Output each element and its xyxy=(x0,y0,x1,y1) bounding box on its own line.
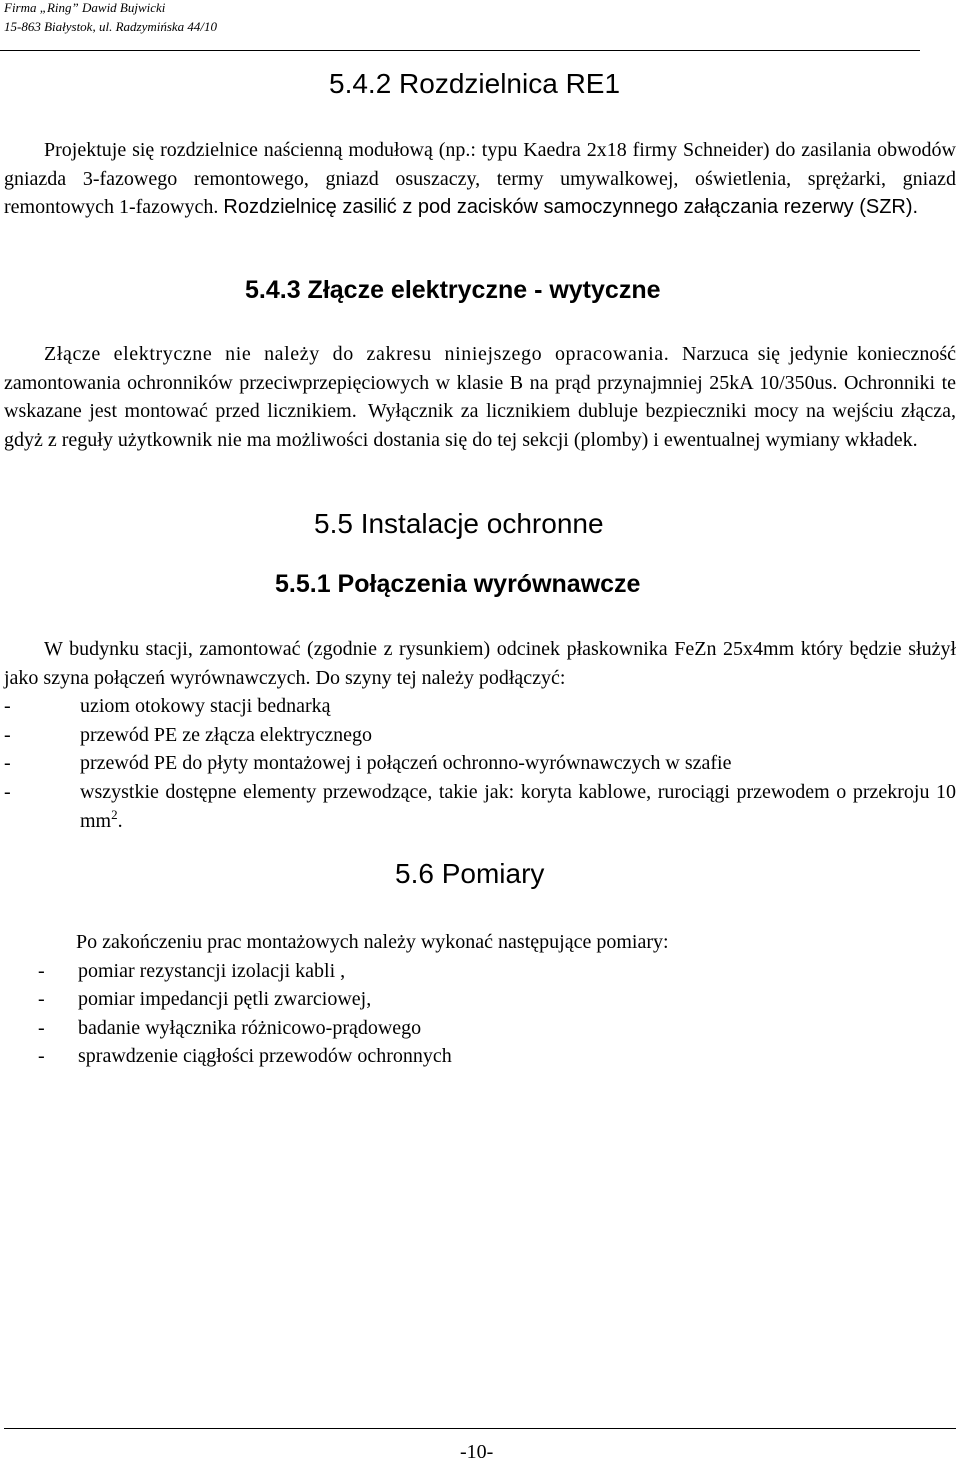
footer-rule xyxy=(4,1428,956,1429)
text-5-4-3-c: Wyłącznik za licznikiem dubluje bezpieczniki mocy na wejściu złącza, gdyż z reguły użytkownik nie ma możliwości dostania się do tej sekcji (plomby) i ewentualnej wymiany wkładek. xyxy=(4,400,956,451)
list-item-text: pomiar impedancji pętli zwarciowej, xyxy=(78,988,372,1011)
text-5-4-3-b: Narzuca się jedynie konieczność zamontowania ochronników przeciwprzepięciowych w klasie B na prąd przynajmniej 25kA 10/350us. Ochronniki te wskazane jest montować przed licznikiem. xyxy=(4,343,956,423)
list-item-text: pomiar rezystancji izolacji kabli , xyxy=(78,959,346,982)
heading-5-5: 5.5 Instalacje ochronne xyxy=(314,508,604,539)
list-dash: - xyxy=(4,695,11,718)
header-company: Firma „Ring” Dawid Bujwicki xyxy=(4,0,166,15)
list-item xyxy=(38,1042,956,1071)
list-item xyxy=(4,721,956,750)
measurements-list xyxy=(38,957,956,1071)
connections-list xyxy=(4,692,956,835)
header-address: 15-863 Białystok, ul. Radzymińska 44/10 xyxy=(4,19,218,34)
paragraph-5-4-2 xyxy=(4,136,956,222)
list-item-end: . xyxy=(117,809,123,832)
list-dash: - xyxy=(38,1016,45,1039)
superscript-2: 2 xyxy=(111,806,118,822)
list-dash: - xyxy=(4,780,11,803)
list-item xyxy=(38,1014,956,1043)
list-item xyxy=(38,957,956,986)
heading-5-6: 5.6 Pomiary xyxy=(395,858,545,889)
heading-5-4-2: 5.4.2 Rozdzielnica RE1 xyxy=(329,68,621,99)
list-dash: - xyxy=(38,988,45,1011)
list-dash: - xyxy=(4,752,11,775)
heading-5-5-1: 5.5.1 Połączenia wyrównawcze xyxy=(275,570,641,598)
text-5-4-2-b: Rozdzielnicę zasilić z pod zacisków samoczynnego załączania rezerwy (SZR). xyxy=(223,196,919,219)
text-5-6-intro: Po zakończeniu prac montażowych należy wykonać następujące pomiary: xyxy=(76,931,669,953)
header-rule xyxy=(0,50,920,51)
list-item-text: uziom otokowy stacji bednarką xyxy=(80,695,331,718)
list-item xyxy=(4,749,956,778)
text-5-4-2-a: Projektuje się rozdzielnice naścienną modułową (np.: typu Kaedra 2x18 firmy Schneider) do zasilania obwodów gniazda 3-fazowego remontowego, gniazd osuszaczy, termy umywalkowej, oświetlenia, sprężarki, gniazd remontowych 1-fazowych. xyxy=(4,139,956,219)
list-item xyxy=(4,778,956,835)
list-item-text: sprawdzenie ciągłości przewodów ochronnych xyxy=(78,1045,452,1068)
paragraph-5-6 xyxy=(4,928,956,1071)
list-item-text: przewód PE ze złącza elektrycznego xyxy=(80,723,373,746)
list-item xyxy=(4,692,956,721)
paragraph-5-4-3 xyxy=(4,340,956,454)
paragraph-5-5-1 xyxy=(4,635,956,835)
list-item-text: przewód PE do płyty montażowej i połączeń ochronno-wyrównawczych w szafie xyxy=(80,752,732,775)
list-dash: - xyxy=(38,1045,45,1068)
list-item-text: wszystkie dostępne elementy przewodzące, takie jak: koryta kablowe, rurociągi przewodem o przekroju 10 mm xyxy=(80,780,956,832)
list-dash: - xyxy=(4,723,11,746)
heading-5-4-3: 5.4.3 Złącze elektryczne - wytyczne xyxy=(245,276,661,304)
text-5-5-1-b: Do szyny tej należy podłączyć: xyxy=(315,666,566,689)
text-5-4-3-a: Złącze elektryczne nie należy do zakresu niniejszego opracowania. xyxy=(44,343,670,365)
text-5-5-1-a: W budynku stacji, zamontować (zgodnie z rysunkiem) odcinek płaskownika FeZn 25x4mm który będzie służył jako szyna połączeń wyrównawczych. xyxy=(4,638,956,689)
list-dash: - xyxy=(38,959,45,982)
list-item xyxy=(38,985,956,1014)
page-number: -10- xyxy=(460,1441,494,1463)
list-item-text: badanie wyłącznika różnicowo-prądowego xyxy=(78,1016,422,1039)
